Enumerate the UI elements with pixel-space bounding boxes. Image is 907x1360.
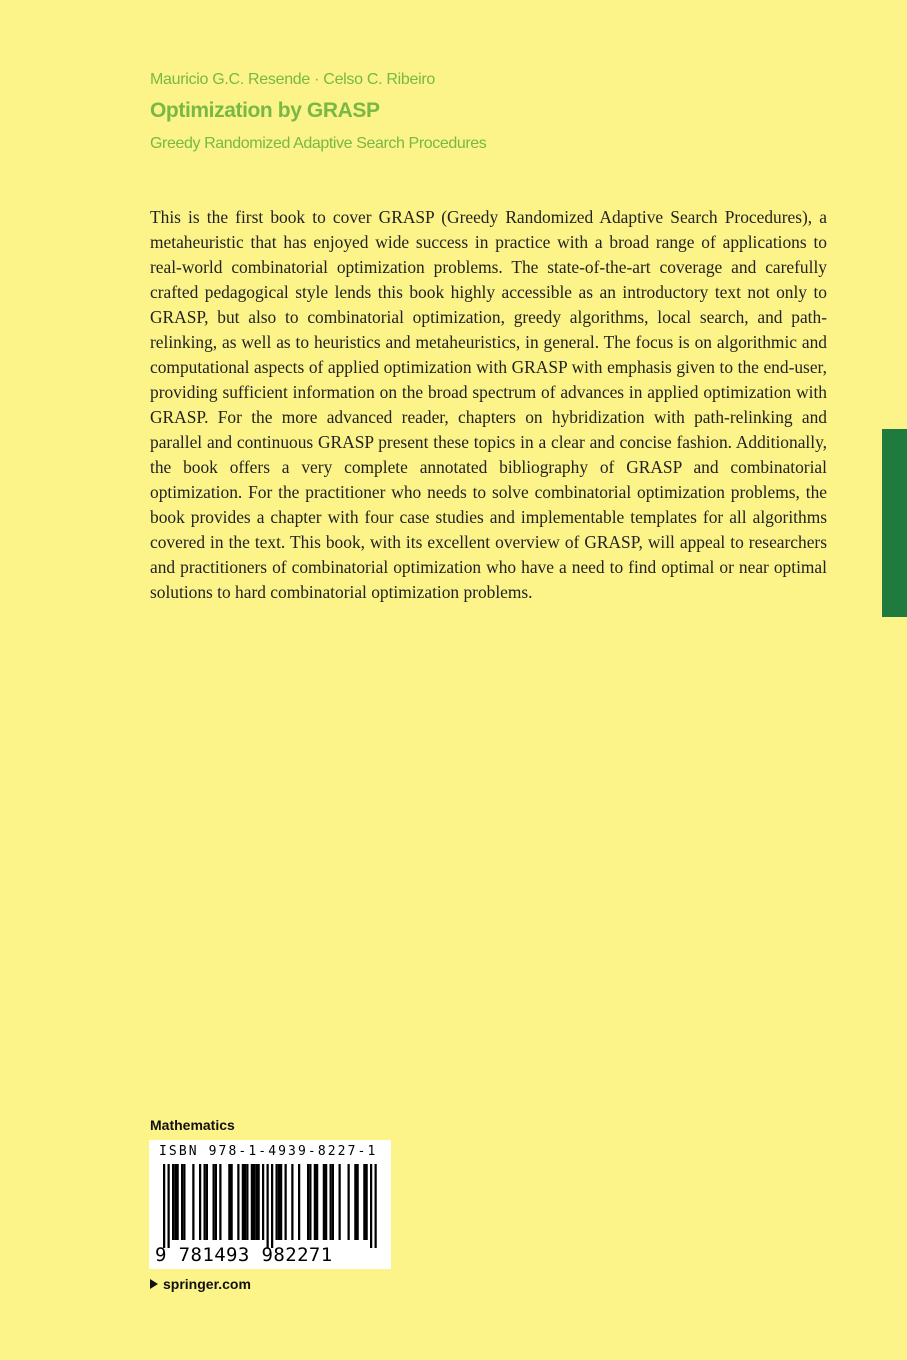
arrow-right-icon xyxy=(150,1279,158,1289)
barcode-bar xyxy=(314,1164,316,1240)
ean-digits: 9 781493 982271 xyxy=(155,1244,333,1266)
barcode-bar xyxy=(280,1164,282,1240)
barcode-bar xyxy=(204,1164,206,1240)
barcode-bar xyxy=(357,1164,359,1240)
barcode-bar xyxy=(181,1164,183,1240)
book-title: Optimization by GRASP xyxy=(150,99,380,122)
isbn-label: ISBN 978-1-4939-8227-1 xyxy=(159,1144,378,1159)
publisher-link[interactable] xyxy=(150,1276,251,1292)
barcode-bar xyxy=(332,1164,334,1240)
book-subtitle: Greedy Randomized Adaptive Search Procedures xyxy=(150,135,487,152)
barcode-bar xyxy=(231,1164,233,1240)
barcode-bar xyxy=(163,1164,165,1248)
barcode-bar xyxy=(370,1164,372,1248)
barcode-bar xyxy=(291,1164,293,1240)
barcode-bar xyxy=(246,1164,248,1240)
publisher-url: springer.com xyxy=(163,1276,251,1292)
barcode-bar xyxy=(309,1164,311,1240)
barcode-bar xyxy=(251,1164,253,1240)
barcode-bar xyxy=(262,1164,264,1240)
barcode-bar xyxy=(276,1164,278,1240)
barcode-bar xyxy=(183,1164,185,1240)
barcode-bar xyxy=(228,1164,230,1240)
barcode-bar xyxy=(177,1164,179,1240)
barcode-bar xyxy=(219,1164,221,1240)
barcode-bar xyxy=(172,1164,174,1240)
barcode-bar xyxy=(174,1164,176,1240)
barcode-bar xyxy=(339,1164,341,1240)
barcode-bar xyxy=(316,1164,318,1240)
barcode-bar xyxy=(192,1164,194,1240)
description-blurb: This is the first book to cover GRASP (Greedy Randomized Adaptive Search Procedures), a metaheuristic that has enjoyed wide success in practice with a broad range of applications to real-world combinatorial optimization problems. The state-of-the-art coverage and carefully crafted pedagogical style lends this book highly accessible as an introductory text not only to GRASP, but also to combinatorial optimization, greedy algorithms, local search, and path-relinking, as well as to heuristics and metaheuristics, in general. The focus is on algorithmic and computational aspects of applied optimization with GRASP with emphasis given to the end-user, providing sufficient information on the broad spectrum of advances in applied optimization with GRASP. For the more advanced reader, chapters on hybridization with path-relinking and parallel and continuous GRASP present these topics in a clear and concise fashion. Additionally, the book offers a very complete annotated bibliography of GRASP and combinatorial optimization. For the practitioner who needs to solve combinatorial optimization problems, the book provides a chapter with four case studies and implementable templates for all algorithms covered in the text. This book, with its excellent overview of GRASP, will appeal to researchers and practitioners of combinatorial optimization who have a need to find optimal or near optimal solutions to hard combinatorial optimization problems. xyxy=(150,207,827,602)
barcode-bar xyxy=(375,1164,377,1248)
side-color-tab xyxy=(882,429,907,617)
barcode-box xyxy=(149,1140,391,1269)
barcode-bar xyxy=(278,1164,280,1240)
barcode-bar xyxy=(213,1164,215,1240)
barcode-bar xyxy=(255,1164,257,1240)
barcode-bar xyxy=(298,1164,300,1240)
authors-line: Mauricio G.C. Resende · Celso C. Ribeiro xyxy=(150,71,435,88)
barcode-bar xyxy=(258,1164,260,1240)
barcode-bar xyxy=(323,1164,325,1240)
barcode-bar xyxy=(199,1164,201,1240)
barcode-bar xyxy=(253,1164,255,1240)
barcode-bar xyxy=(237,1164,239,1240)
barcode-bar xyxy=(206,1164,208,1240)
barcode-bar xyxy=(330,1164,332,1240)
barcode-bar xyxy=(307,1164,309,1240)
barcode-bar xyxy=(354,1164,356,1240)
barcode-bar xyxy=(325,1164,327,1240)
barcode-bar xyxy=(168,1164,170,1248)
barcode-bar xyxy=(366,1164,368,1240)
barcode-bar xyxy=(271,1164,273,1248)
barcode-bar xyxy=(267,1164,269,1248)
barcode-bar xyxy=(215,1164,217,1240)
barcode-bar xyxy=(244,1164,246,1240)
barcode-bar xyxy=(348,1164,350,1240)
barcode-bar xyxy=(285,1164,287,1240)
subject-category: Mathematics xyxy=(150,1117,235,1133)
barcode-bar xyxy=(242,1164,244,1240)
barcode-bar xyxy=(363,1164,365,1240)
